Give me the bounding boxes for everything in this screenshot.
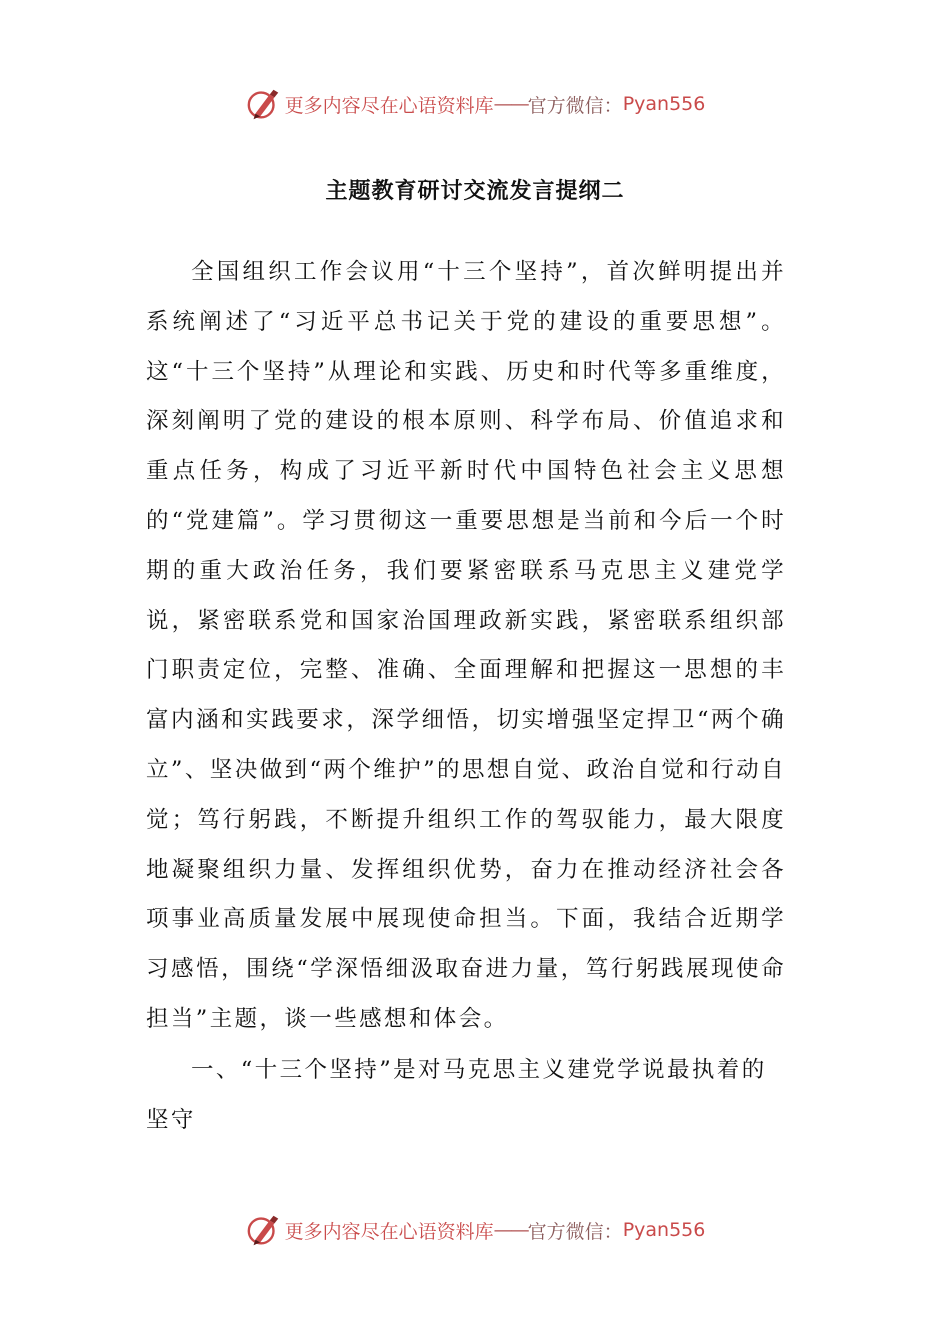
- banner-wechat-label: 官方微信：: [527, 94, 623, 117]
- banner-wechat-id: Pyan556: [622, 1219, 706, 1241]
- banner-wechat-label: 官方微信：: [527, 1220, 623, 1243]
- banner-site-name: 更多内容尽在心语资料库: [284, 1220, 494, 1243]
- section-heading-1: 一、“十三个坚持”是对马克思主义建党学说最执着的坚守: [146, 1057, 767, 1133]
- banner-site-name: 更多内容尽在心语资料库: [284, 94, 494, 117]
- banner-wechat-id: Pyan556: [622, 93, 706, 115]
- pen-logo-icon: [245, 1211, 283, 1249]
- banner-dash: ——: [493, 1219, 528, 1241]
- footer-banner: [0, 1208, 950, 1252]
- pen-logo-icon: [245, 85, 283, 123]
- paragraph-intro: 全国组织工作会议用“十三个坚持”，首次鲜明提出并系统阐述了“习近平总书记关于党的建设的重要思想”。这“十三个坚持”从理论和实践、历史和时代等多重维度，深刻阐明了党的建设的根本原则、科学布局、价值追求和重点任务，构成了习近平新时代中国特色社会主义思想的“党建篇”。学习贯彻这一重要思想是当前和今后一个时期的重大政治任务，我们要紧密联系马克思主义建党学说，紧密联系党和国家治国理政新实践，紧密联系组织部门职责定位，完整、准确、全面理解和把握这一思想的丰富内涵和实践要求，深学细悟，切实增强坚定捍卫“两个确立”、坚决做到“两个维护”的思想自觉、政治自觉和行动自觉；笃行躬践，不断提升组织工作的驾驭能力，最大限度地凝聚组织力量、发挥组织优势，奋力在推动经济社会各项事业高质量发展中展现使命担当。下面，我结合近期学习感悟，围绕“学深悟细汲取奋进力量，笃行躬践展现使命担当”主题，谈一些感想和体会。: [146, 259, 786, 1032]
- document-title: 主题教育研讨交流发言提纲二: [325, 179, 625, 204]
- banner-dash: ——: [493, 93, 528, 115]
- header-banner: [0, 82, 950, 126]
